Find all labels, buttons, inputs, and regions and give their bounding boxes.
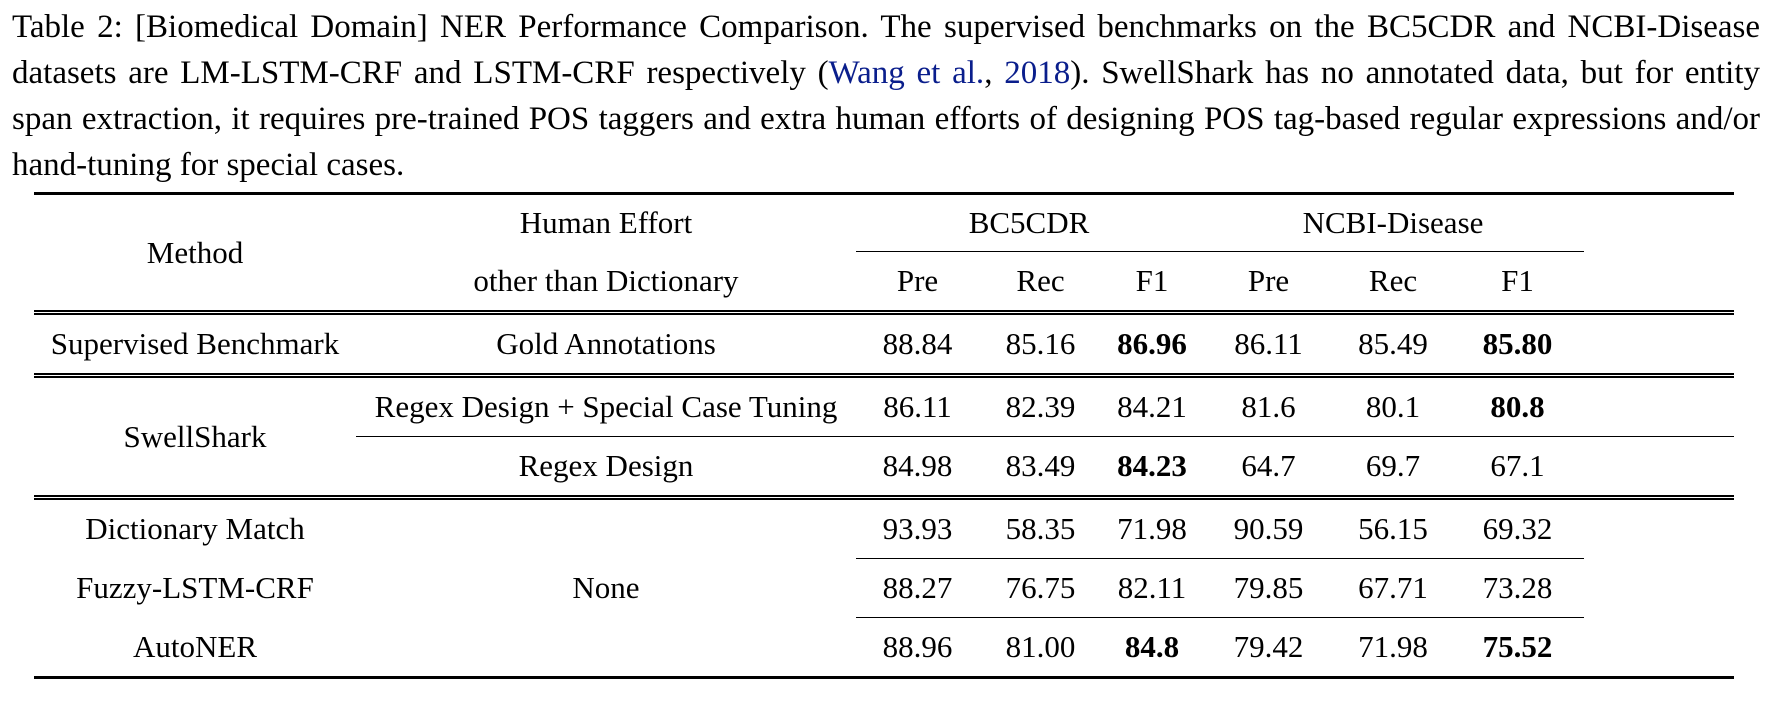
row-method: Supervised Benchmark [34,313,356,376]
header-spacer [1584,194,1734,252]
header-spacer [1584,252,1734,313]
cell-value: 81.00 [979,618,1102,678]
cell-value: 58.35 [979,498,1102,559]
cell-value: 69.32 [1451,498,1584,559]
header-effort-line1: Human Effort [356,194,856,252]
cell-value: 79.85 [1202,559,1335,618]
row-method: SwellShark [34,376,356,498]
cell-value: 86.11 [1202,313,1335,376]
row-spacer [1584,437,1734,498]
cell-value: 81.6 [1202,376,1335,437]
cell-value-best: 84.8 [1102,618,1202,678]
results-table-wrapper [34,192,1734,679]
cell-value: 84.98 [856,437,979,498]
cell-value: 76.75 [979,559,1102,618]
cell-value: 85.49 [1335,313,1451,376]
caption-text-1: Table 2: [Biomedical Domain] NER Performance Comparison. The supervised benchmarks on the BC5CDR and NCBI-Disease datasets are LM-LSTM-CRF and LSTM-CRF respectively ( [12,9,1760,91]
table-caption [12,4,1760,188]
header-effort-line2: other than Dictionary [356,252,856,313]
citation-separator: , [984,55,1005,91]
row-spacer [1584,559,1734,618]
citation-author[interactable]: Wang et al. [828,55,985,91]
header-metric: F1 [1451,252,1584,313]
cell-value-best: 84.23 [1102,437,1202,498]
header-group-bc5cdr: BC5CDR [856,194,1202,252]
header-method: Method [34,194,356,313]
row-spacer [1584,313,1734,376]
cell-value-best: 85.80 [1451,313,1584,376]
cell-value-best: 86.96 [1102,313,1202,376]
cell-value: 85.16 [979,313,1102,376]
citation-link[interactable] [829,55,985,91]
table-row [34,618,1734,678]
table-row [34,313,1734,376]
cell-value: 80.1 [1335,376,1451,437]
row-spacer [1584,376,1734,437]
header-metric: Rec [979,252,1102,313]
header-group-ncbi: NCBI-Disease [1202,194,1584,252]
row-effort: Regex Design [356,437,856,498]
cell-value: 90.59 [1202,498,1335,559]
cell-value: 67.1 [1451,437,1584,498]
cell-value: 71.98 [1335,618,1451,678]
cell-value: 86.11 [856,376,979,437]
header-metric: F1 [1102,252,1202,313]
header-metric: Pre [856,252,979,313]
cell-value-best: 75.52 [1451,618,1584,678]
row-effort: Regex Design + Special Case Tuning [356,376,856,437]
cell-value: 71.98 [1102,498,1202,559]
caption-text-2: ). SwellShark has no annotated data, but for entity span extraction, it requires pre-trained POS taggers and extra human efforts of designing POS tag-based regular expressions and/or hand-tuning for special cases. [12,55,1760,183]
cell-value: 83.49 [979,437,1102,498]
cell-value: 79.42 [1202,618,1335,678]
cell-value: 64.7 [1202,437,1335,498]
cell-value: 88.84 [856,313,979,376]
table-row [34,498,1734,559]
cell-value: 73.28 [1451,559,1584,618]
cell-value: 82.39 [979,376,1102,437]
row-method: AutoNER [34,618,356,678]
table-row [34,559,1734,618]
cell-value: 69.7 [1335,437,1451,498]
header-row-1 [34,194,1734,252]
results-table [34,192,1734,679]
citation-year-link[interactable]: 2018 [1004,55,1071,91]
header-metric: Rec [1335,252,1451,313]
row-effort: Gold Annotations [356,313,856,376]
cell-value: 56.15 [1335,498,1451,559]
table-row [34,376,1734,437]
row-method: Fuzzy-LSTM-CRF [76,570,314,605]
cell-value-best: 80.8 [1451,376,1584,437]
cell-value: 88.96 [856,618,979,678]
row-spacer [1584,618,1734,678]
cell-value: 84.21 [1102,376,1202,437]
row-spacer [1584,498,1734,559]
row-method: Dictionary Match [85,511,305,547]
cell-value: 93.93 [856,498,979,559]
row-effort: None [356,498,856,678]
cell-value: 88.27 [856,559,979,618]
cell-value: 67.71 [1335,559,1451,618]
header-metric: Pre [1202,252,1335,313]
cell-value: 82.11 [1102,559,1202,618]
